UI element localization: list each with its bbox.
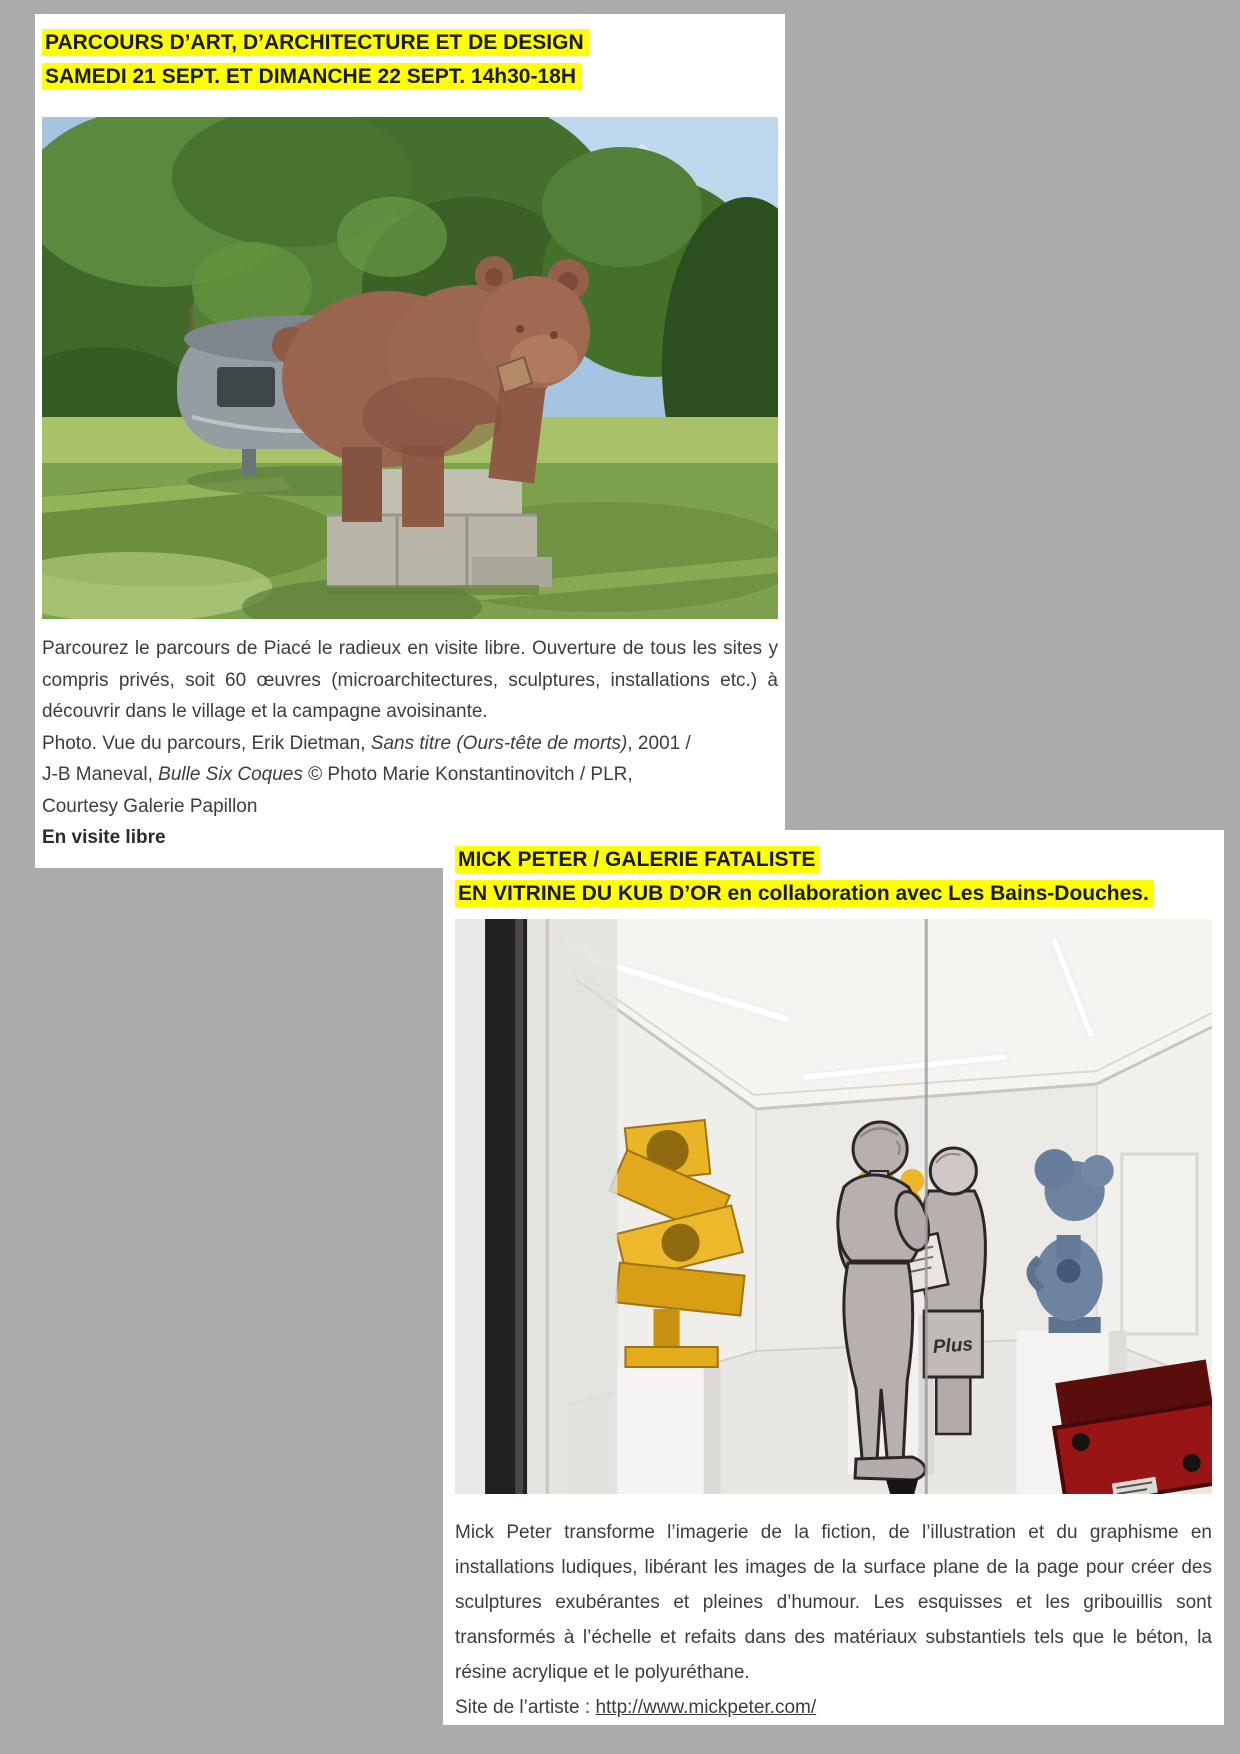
article-text-parcours bbox=[42, 633, 778, 854]
highlighted-text: EN VITRINE DU KUB D’OR en collaboration avec Les Bains-Douches. bbox=[455, 880, 1154, 907]
visit-note: En visite libre bbox=[42, 827, 166, 848]
artist-site-label: Site de l’artiste : bbox=[455, 1697, 596, 1718]
headline-parcours-line2 bbox=[42, 60, 778, 94]
cutout-base-wedge bbox=[886, 1479, 918, 1494]
photo-gallery-vitrine bbox=[455, 919, 1212, 1494]
highlighted-text: MICK PETER / GALERIE FATALISTE bbox=[455, 846, 820, 873]
photo-bear-sculpture-field bbox=[42, 117, 778, 619]
bag-label: Plus bbox=[932, 1334, 974, 1358]
article-card-mick-peter bbox=[443, 830, 1224, 1725]
headline-mick-peter-line1 bbox=[455, 843, 1212, 877]
glass-reflection bbox=[567, 919, 617, 1494]
paragraph-mick-peter: Mick Peter transforme l’imagerie de la fiction, de l’illustration et du graphisme en installations ludiques, libérant les images de la surface plane de la page pour créer des sculptures exubérantes et pleines d’humour. Les esquisses et les gribouillis sont transformés à l’échelle et refaits dans des matériaux substantiels tels que le béton, la résine acrylique et le polyuréthane. bbox=[455, 1522, 1212, 1683]
photo-credit: Photo. Vue du parcours, Erik Dietman, Sans titre (Ours-tête de morts), 2001 / J-B Maneval, Bulle Six Coques © Photo Marie Konstantinovitch / PLR, Courtesy Galerie Papillon bbox=[42, 732, 691, 817]
artist-site-link[interactable]: http://www.mickpeter.com/ bbox=[595, 1697, 817, 1718]
highlighted-text: SAMEDI 21 SEPT. ET DIMANCHE 22 SEPT. 14h30-18H bbox=[42, 63, 581, 90]
photo-bear-sculpture-field-svg bbox=[42, 117, 778, 619]
photo-gallery-vitrine-svg bbox=[455, 919, 1212, 1494]
paragraph-parcours: Parcourez le parcours de Piacé le radieux en visite libre. Ouverture de tous les sites y compris privés, soit 60 œuvres (microarchitectures, sculptures, installations etc.) à découvrir dans le village et la campagne avoisinante. bbox=[42, 638, 778, 722]
headline-parcours-line1 bbox=[42, 26, 778, 60]
highlighted-text: PARCOURS D’ART, D’ARCHITECTURE ET DE DESIGN bbox=[42, 29, 589, 56]
article-text-mick-peter bbox=[455, 1515, 1212, 1725]
vitrine-window-frame bbox=[455, 919, 617, 1494]
headline-mick-peter-line2 bbox=[455, 877, 1212, 911]
artist-site-line bbox=[455, 1690, 1212, 1725]
back-door-outline bbox=[1122, 1154, 1197, 1334]
shoe bbox=[855, 1457, 925, 1480]
article-card-parcours bbox=[35, 14, 785, 868]
plus-bag bbox=[924, 1311, 982, 1377]
